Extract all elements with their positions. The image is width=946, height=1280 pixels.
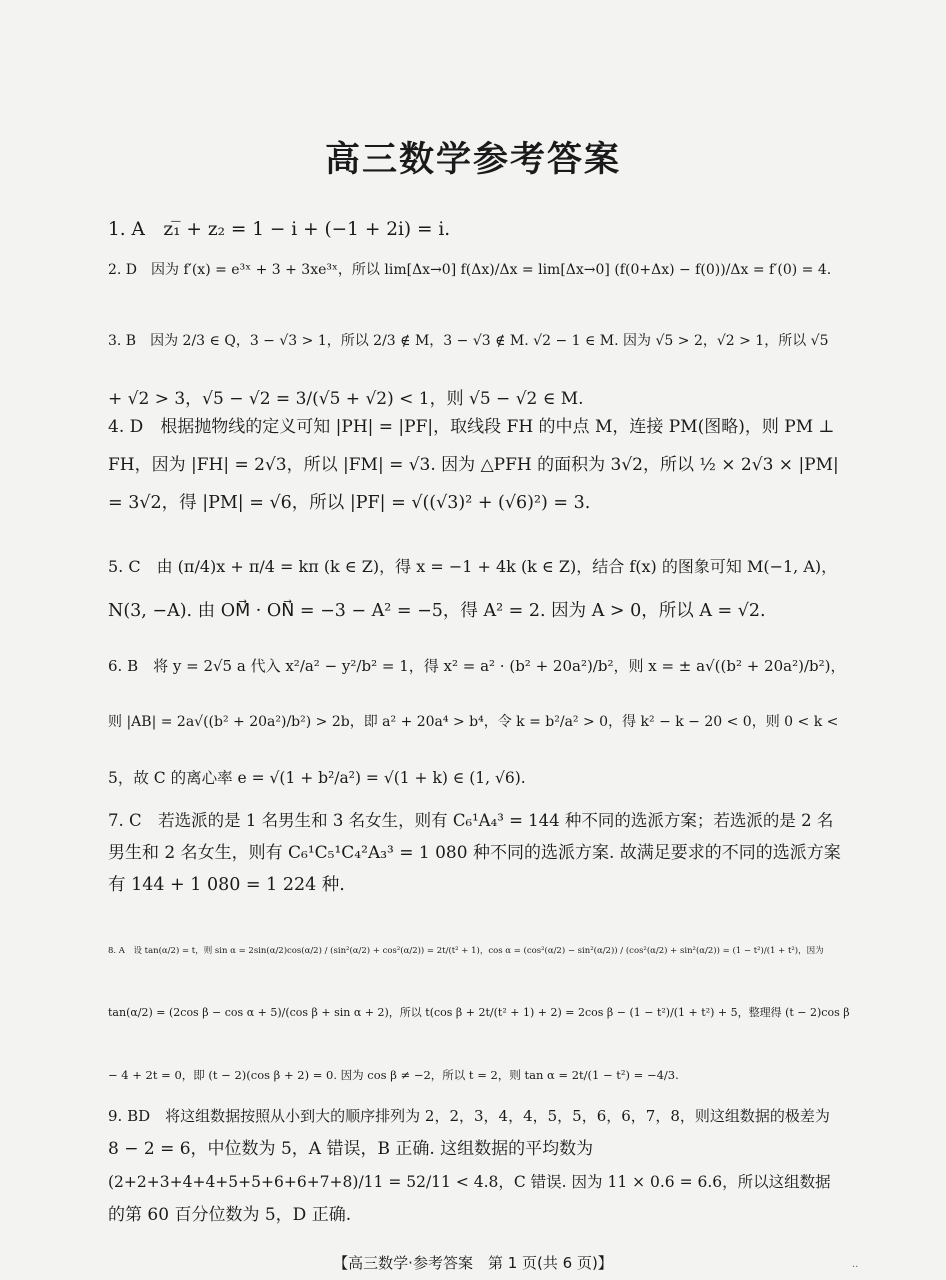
answer-line: = 3√2，得 |PM| = √6，所以 |PF| = √((√3)² + (√6)²) = 3. [108, 493, 591, 513]
answer-line: 有 144 + 1 080 = 1 224 种. [108, 875, 345, 895]
answer-item-2 [108, 262, 850, 280]
answer-item-4 [108, 408, 850, 522]
answer-line: 5. C 由 (π/4)x + π/4 = kπ (k ∈ Z)，得 x = −1 + 4k (k ∈ Z)，结合 f(x) 的图象可知 M(−1, A)， [108, 557, 838, 576]
answer-line: tan(α/2) = (2cos β − cos α + 5)/(cos β + sin α + 2)，所以 t(cos β + 2t/(t² + 1) + 2) = 2cos β − (1 − t²)/(1 + t²) + 5，整理得 (t − 2)cos β [108, 1006, 850, 1019]
answer-line: 8. A 设 tan(α/2) = t，则 sin α = 2sin(α/2)cos(α/2) / (sin²(α/2) + cos²(α/2)) = 2t/(t² + 1)，cos α = (cos²(α/2) − sin²(α/2)) / (cos²(α/2) + sin²(α/2)) = (1 − t²)/(1 + t²)，因为 [108, 946, 824, 956]
answer-line: 6. B 将 y = 2√5 a 代入 x²/a² − y²/b² = 1，得 x² = a² · (b² + 20a²)/b²，则 x = ± a√((b² + 20a²)/b²)， [108, 657, 846, 675]
answer-item-6 [108, 638, 850, 806]
answer-line: 2. D 因为 f′(x) = e³ˣ + 3 + 3xe³ˣ，所以 lim[Δx→0] f(Δx)/Δx = lim[Δx→0] (f(0+Δx) − f(0))/Δx = f′(0) = 4. [108, 262, 832, 278]
answer-line: 7. C 若选派的是 1 名男生和 3 名女生，则有 C₆¹A₄³ = 144 种不同的选派方案；若选派的是 2 名 [108, 811, 834, 830]
answer-item-1 [108, 218, 850, 241]
page-footer: 【高三数学·参考答案 第 1 页(共 6 页)】 [333, 1254, 613, 1272]
page-title: 高三数学参考答案 [324, 140, 621, 180]
answer-line: 3. B 因为 2/3 ∈ Q，3 − √3 > 1，所以 2/3 ∉ M，3 − √3 ∉ M. √2 − 1 ∈ M. 因为 √5 > 2，√2 > 1，所以 √5 [108, 333, 829, 349]
answer-item-8 [108, 920, 850, 1106]
answer-line: 9. BD 将这组数据按照从小到大的顺序排列为 2，2，3，4，4，5，5，6，6，7，8，则这组数据的极差为 [108, 1107, 830, 1125]
answer-line: 1. A z₁̅ + z₂ = 1 − i + (−1 + 2i) = i. [108, 219, 451, 240]
corner-mark: ·· [852, 1262, 859, 1273]
answer-line: 的第 60 百分位数为 5，D 正确. [108, 1205, 352, 1225]
answer-line: − 4 + 2t = 0，即 (t − 2)(cos β + 2) = 0. 因为 cos β ≠ −2，所以 t = 2，则 tan α = 2t/(1 − t²) = −4/3. [108, 1068, 679, 1082]
answer-line: FH，因为 |FH| = 2√3，所以 |FM| = √3. 因为 △PFH 的面积为 3√2，所以 ½ × 2√3 × |PM| [108, 455, 839, 475]
answer-line: 4. D 根据抛物线的定义可知 |PH| = |PF|，取线段 FH 的中点 M，连接 PM(图略)，则 PM ⊥ [108, 417, 835, 437]
answer-item-7 [108, 805, 850, 901]
answer-item-9 [108, 1100, 850, 1232]
answer-line: 8 − 2 = 6，中位数为 5，A 错误，B 正确. 这组数据的平均数为 [108, 1139, 594, 1159]
answer-item-5 [108, 545, 850, 633]
answer-line: 男生和 2 名女生，则有 C₆¹C₅¹C₄²A₃³ = 1 080 种不同的选派方案. 故满足要求的不同的选派方案 [108, 843, 841, 863]
answer-line: + √2 > 3，√5 − √2 = 3/(√5 + √2) < 1，则 √5 − √2 ∈ M. [108, 389, 584, 409]
answer-line: N(3, −A). 由 OM⃗ · ON⃗ = −3 − A² = −5，得 A² = 2. 因为 A > 0，所以 A = √2. [108, 601, 766, 621]
answer-line: (2+2+3+4+4+5+5+6+6+7+8)/11 = 52/11 < 4.8，C 错误. 因为 11 × 0.6 = 6.6，所以这组数据 [108, 1173, 831, 1191]
answer-line: 5，故 C 的离心率 e = √(1 + b²/a²) = √(1 + k) ∈ (1, √6). [108, 769, 526, 787]
answer-line: 则 |AB| = 2a√((b² + 20a²)/b²) > 2b，即 a² + 20a⁴ > b⁴，令 k = b²/a² > 0，得 k² − k − 20 < 0，则 0 < k < [108, 714, 839, 730]
